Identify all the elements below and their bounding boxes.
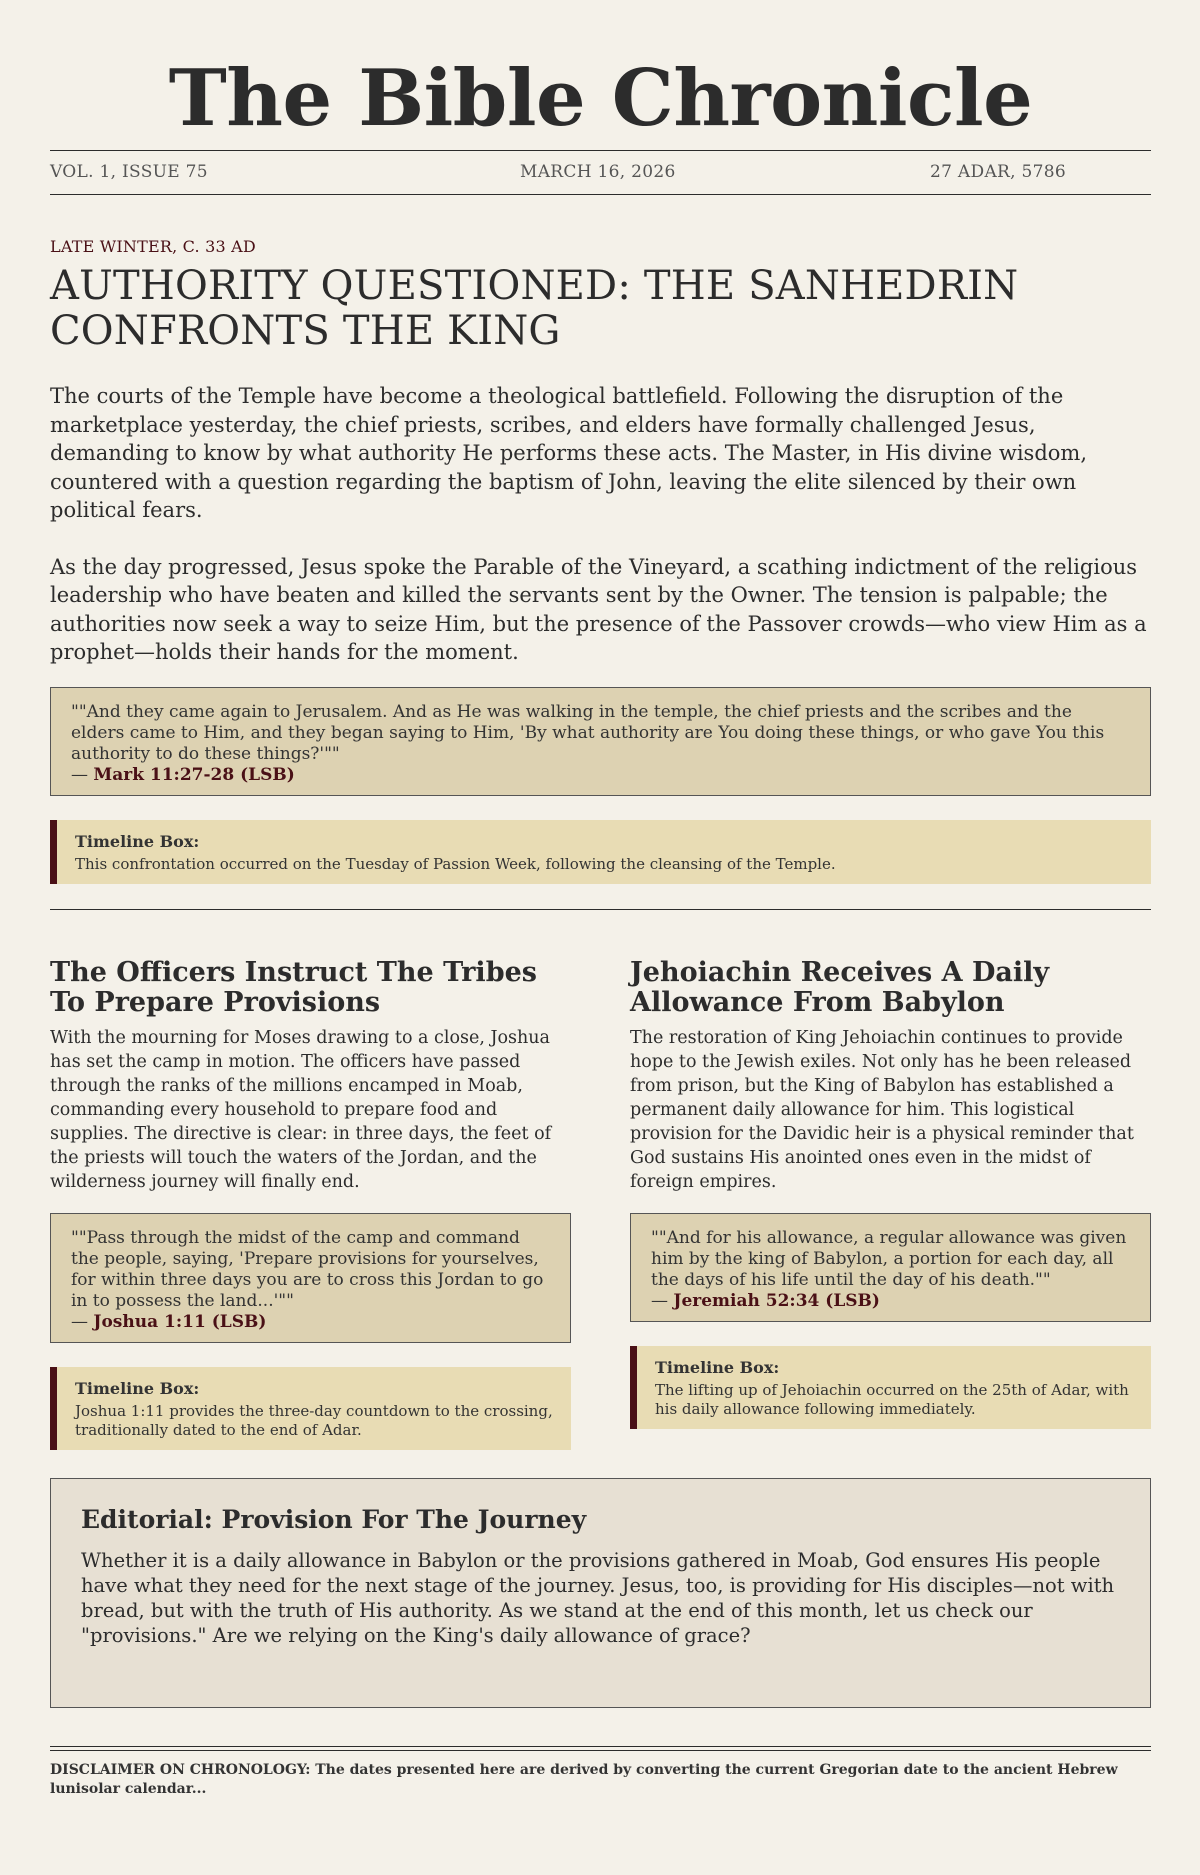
editorial-box xyxy=(50,1478,1151,1708)
timeline-label: Timeline Box: xyxy=(75,1378,200,1398)
main-headline: AUTHORITY QUESTIONED: THE SANHEDRIN CONFRONTS THE KING xyxy=(50,263,1019,354)
newspaper-page xyxy=(50,0,1151,1799)
quote-dash: — xyxy=(651,1290,674,1311)
right-story-body: The restoration of King Jehoiachin continues to provide hope to the Jewish exiles. Not only has he been released from prison, but the King of Babylon has established a permanent daily allowance for him. This logistical provision for the Davidic heir is a physical reminder that God sustains His anointed ones even in the midst of foreign empires. xyxy=(630,1027,1134,1192)
right-timeline-box xyxy=(630,1346,1151,1429)
main-scripture-quote xyxy=(50,687,1151,796)
main-timeline-box xyxy=(50,820,1151,884)
quote-reference-line xyxy=(71,765,1130,786)
editorial-body: Whether it is a daily allowance in Babylon or the provisions gathered in Moab, God ensures His people have what they need for the next stage of the journey. Jesus, too, is providing for His disciples—not with bread, but with the truth of His authority. As we stand at the end of this month, let us check our "provisions." Are we relying on the King's daily allowance of grace? xyxy=(81,1548,1115,1647)
quote-text: ""And for his allowance, a regular allowance was given him by the king of Babylon, a portion for each day, all the days of his life until the day of his death."" xyxy=(651,1227,1127,1290)
quote-text: ""And they came again to Jerusalem. And as He was walking in the temple, the chief priests and the scribes and the elders came to Him, and they began saying to Him, 'By what authority are You doing these things, or who gave You this authority to do these things?'"" xyxy=(71,701,1105,764)
right-story-headline: Jehoiachin Receives A Daily Allowance From Babylon xyxy=(630,956,1050,1018)
quote-reference-line xyxy=(71,1312,550,1333)
quote-reference: Jeremiah 52:34 (LSB) xyxy=(673,1290,880,1311)
main-story-paragraph: As the day progressed, Jesus spoke the Parable of the Vineyard, a scathing indictment of the religious leadership who have beaten and killed the servants sent by the Owner. The tension is palpable; the authorities now seek a way to seize Him, but the presence of the Passover crowds—who view Him as a prophet—holds their hands for the moment. xyxy=(50,554,1147,664)
section-divider xyxy=(50,909,1151,910)
left-timeline-box xyxy=(50,1367,571,1450)
timeline-label: Timeline Box: xyxy=(75,831,200,851)
quote-reference-line xyxy=(651,1291,1130,1312)
two-column-stories xyxy=(50,958,1151,1478)
timeline-text: This confrontation occurred on the Tuesday of Passion Week, following the cleansing of the Temple. xyxy=(75,854,836,873)
quote-text: ""Pass through the midst of the camp and command the people, saying, 'Prepare provisions for yourselves, for within three days you are to cross this Jordan to go in to possess the land...'"" xyxy=(71,1227,544,1311)
editorial-title: Editorial: Provision For The Journey xyxy=(81,1504,587,1534)
timeline-text: Joshua 1:11 provides the three-day countdown to the crossing, traditionally dated to the end of Adar. xyxy=(75,1401,553,1439)
timeline-label: Timeline Box: xyxy=(655,1357,780,1377)
timeline-text: The lifting up of Jehoiachin occurred on the 25th of Adar, with his daily allowance following immediately. xyxy=(655,1380,1129,1418)
right-story xyxy=(630,958,1151,1429)
chronology-disclaimer: DISCLAIMER ON CHRONOLOGY: The dates presented here are derived by converting the current Gregorian date to the ancient Hebrew lunisolar calendar... xyxy=(50,1761,1118,1797)
issue-meta-bar xyxy=(50,150,1151,195)
gregorian-date: MARCH 16, 2026 xyxy=(520,162,676,182)
volume-issue: VOL. 1, ISSUE 75 xyxy=(50,162,208,182)
quote-reference: Joshua 1:11 (LSB) xyxy=(93,1311,267,1332)
left-story xyxy=(50,958,571,1450)
right-scripture-quote xyxy=(630,1213,1151,1322)
left-story-body: With the mourning for Moses drawing to a close, Joshua has set the camp in motion. The officers have passed through the ranks of the millions encamped in Moab, commanding every household to prepare food and supplies. The directive is clear: in three days, the feet of the priests will touch the waters of the Jordan, and the wilderness journey will finally end. xyxy=(50,1027,552,1192)
left-story-headline: The Officers Instruct The Tribes To Prepare Provisions xyxy=(50,956,537,1018)
footer-double-rule xyxy=(50,1746,1151,1751)
quote-reference: Mark 11:27-28 (LSB) xyxy=(93,764,295,785)
quote-dash: — xyxy=(71,764,94,785)
hebrew-date: 27 ADAR, 5786 xyxy=(930,162,1066,182)
quote-dash: — xyxy=(71,1311,94,1332)
masthead-title: The Bible Chronicle xyxy=(168,53,1033,144)
main-story-paragraph: The courts of the Temple have become a theological battlefield. Following the disruption of the marketplace yesterday, the chief priests, scribes, and elders have formally challenged Jesus, demanding to know by what authority He performs these acts. The Master, in His divine wisdom, countered with a question regarding the baptism of John, leaving the elite silenced by their own political fears. xyxy=(50,384,1087,522)
main-story-era: LATE WINTER, C. 33 AD xyxy=(50,237,256,256)
left-scripture-quote xyxy=(50,1213,571,1343)
